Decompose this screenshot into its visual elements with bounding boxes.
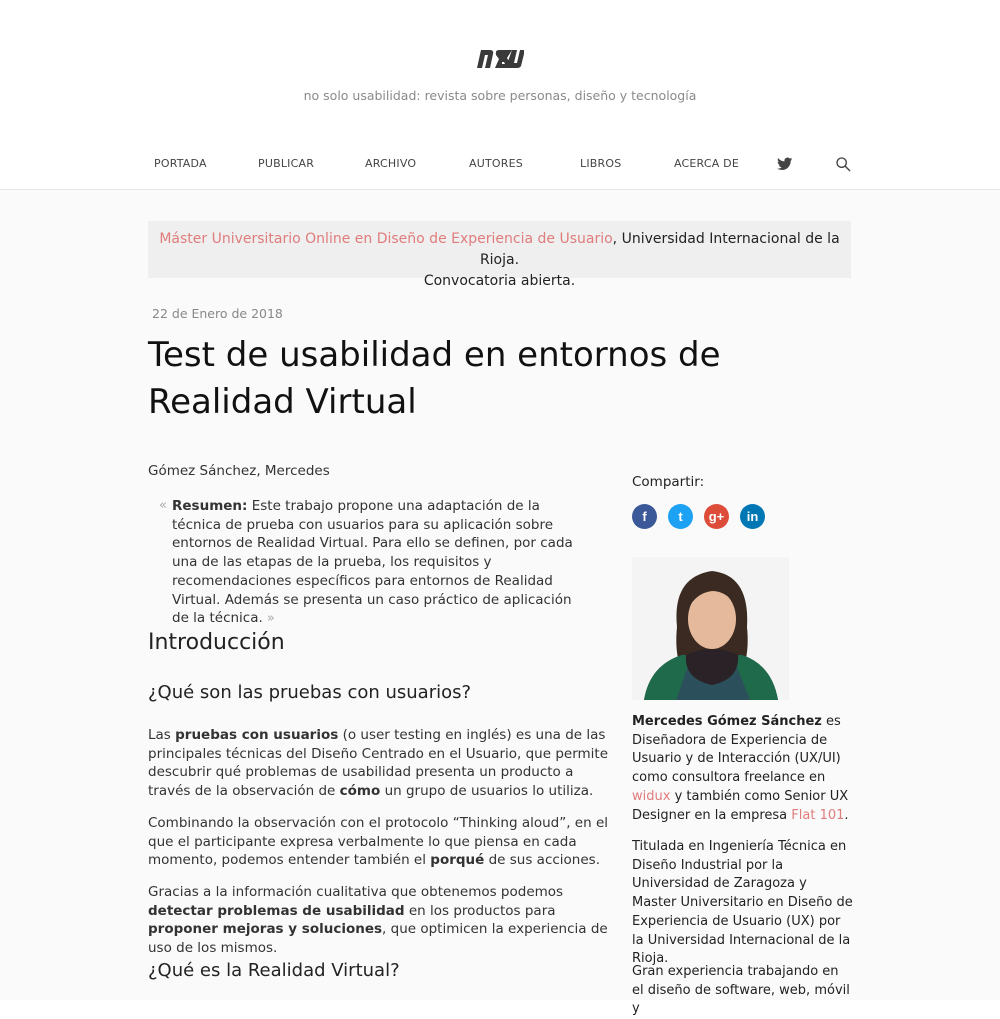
article-title: Test de usabilidad en entornos de Realidad Virtual bbox=[148, 335, 721, 422]
summary-text: Este trabajo propone una adaptación de la técnica de prueba con usuarios para su aplicación sobre entornos de Realidad Virtual. Para ello se definen, por cada una de las etapas de la prueba, los requisitos y recomendaciones específicos para entornos de Realidad Virtual. Además se presenta un caso práctico de aplicación de la técnica. bbox=[172, 498, 573, 627]
nav-item-portada[interactable]: PORTADA bbox=[154, 157, 207, 170]
nav-item-autores[interactable]: AUTORES bbox=[469, 157, 523, 170]
twitter-share-icon[interactable]: t bbox=[668, 504, 693, 529]
widux-link[interactable]: widux bbox=[632, 788, 671, 804]
promo-text-2: Convocatoria abierta. bbox=[423, 273, 576, 289]
quote-close-mark: » bbox=[266, 611, 275, 627]
quote-open-mark: « bbox=[159, 498, 167, 513]
section-heading-introduccion: Introducción bbox=[148, 630, 285, 655]
nav-item-libros[interactable]: LIBROS bbox=[580, 157, 622, 170]
subheading-pruebas: ¿Qué son las pruebas con usuarios? bbox=[148, 682, 472, 703]
facebook-share-icon[interactable]: f bbox=[632, 504, 657, 529]
article-summary bbox=[172, 497, 582, 629]
twitter-icon[interactable] bbox=[777, 156, 793, 172]
nav-item-publicar[interactable]: PUBLICAR bbox=[258, 157, 315, 170]
googleplus-share-icon[interactable]: g+ bbox=[704, 504, 729, 529]
promo-text: , Universidad Internacional de la Rioja. bbox=[479, 231, 840, 268]
author-name: Mercedes Gómez Sánchez bbox=[632, 714, 822, 729]
paragraph-3: Gracias a la información cualitativa que obtenemos podemos detectar problemas de usabilidad en los productos para proponer mejoras y soluciones, que optimicen la experiencia de uso de los mismos. bbox=[148, 884, 608, 957]
nav-item-acerca-de[interactable]: ACERCA DE bbox=[674, 157, 739, 170]
search-icon[interactable] bbox=[835, 156, 851, 172]
paragraph-2: Combinando la observación con el protocolo “Thinking aloud”, en el que el participante expresa verbalmente lo que piensa en cada momento, podemos entender también el porqué de sus acciones. bbox=[148, 815, 609, 869]
site-header bbox=[0, 0, 1000, 190]
summary-label: Resumen: bbox=[172, 498, 248, 514]
share-label: Compartir: bbox=[632, 474, 705, 490]
article-date: 22 de Enero de 2018 bbox=[152, 306, 283, 321]
nav-item-archivo[interactable]: ARCHIVO bbox=[365, 157, 417, 170]
site-logo[interactable] bbox=[476, 46, 524, 70]
paragraph-1: Las pruebas con usuarios (o user testing en inglés) es una de las principales técnicas del Diseño Centrado en el Usuario, que permite descubrir qué problemas de usabilidad presenta un producto a través de la observación de cómo un grupo de usuarios lo utiliza. bbox=[148, 727, 609, 800]
site-tagline: no solo usabilidad: revista sobre personas, diseño y tecnología bbox=[303, 88, 697, 103]
linkedin-share-icon[interactable]: in bbox=[740, 504, 765, 529]
author-photo bbox=[632, 557, 789, 700]
subheading-realidad-virtual: ¿Qué es la Realidad Virtual? bbox=[148, 960, 400, 981]
promo-banner bbox=[148, 221, 851, 289]
flat101-link[interactable]: Flat 101 bbox=[791, 807, 845, 823]
article-author[interactable]: Gómez Sánchez, Mercedes bbox=[148, 463, 330, 479]
author-bio-3: Gran experiencia trabajando en el diseño de software, web, móvil y bbox=[632, 964, 850, 1017]
promo-link[interactable]: Máster Universitario Online en Diseño de Experiencia de Usuario bbox=[159, 231, 613, 247]
author-bio-2: Titulada en Ingeniería Técnica en Diseño Industrial por la Universidad de Zaragoza y Master Universitario en Diseño de Experiencia de Usuario (UX) por la Universidad Internacional de la Rioja. bbox=[632, 839, 853, 967]
author-bio-1: Mercedes Gómez Sánchez es Diseñadora de Experiencia de Usuario y de Interacción (UX/UI) como consultora freelance en widux y también como Senior UX Designer en la empresa Flat 101. bbox=[632, 714, 849, 823]
